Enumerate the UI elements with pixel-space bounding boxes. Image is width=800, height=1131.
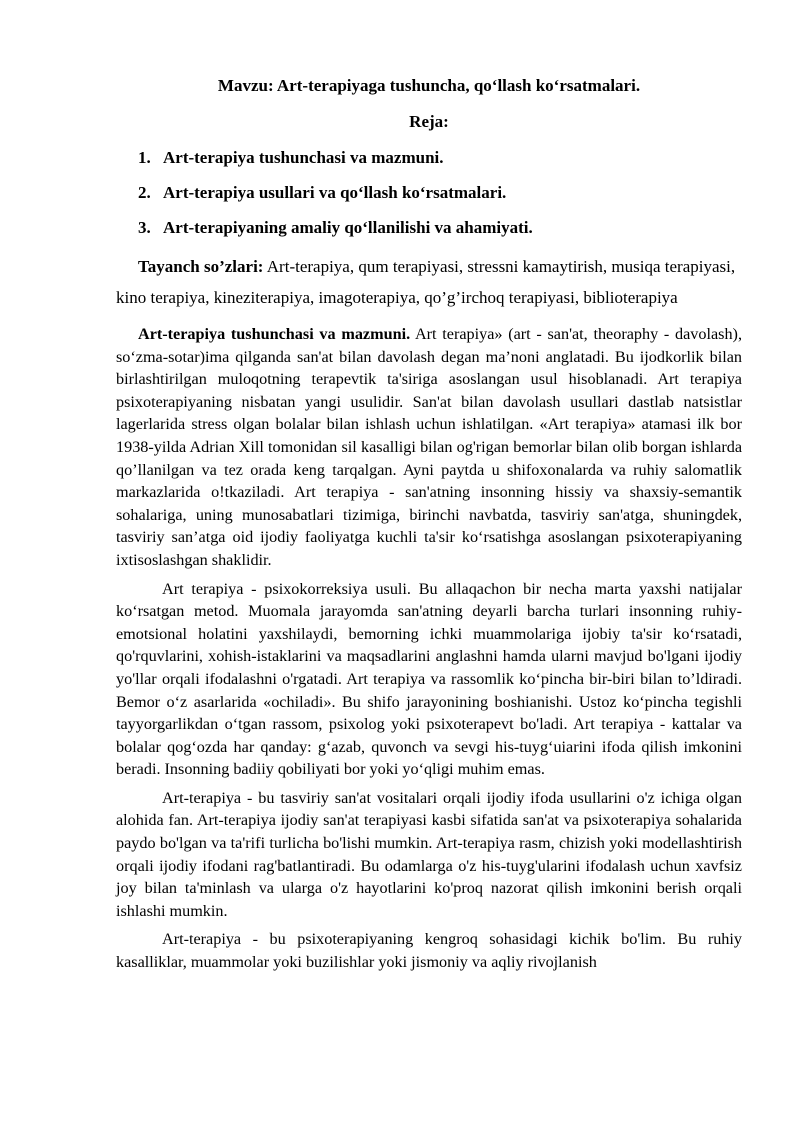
plan-item-number: 1. [138,148,151,167]
body-paragraph: Art terapiya - psixokorreksiya usuli. Bu allaqachon bir necha marta yaxshi natijalar ko‘rsatgan metod. Muomala jarayomda san'atning deyarli barcha turlari insonning ruhiy-emotsional holatini yaxshilaydi, bemorning ichki muammolariga ijobiy ta'sir ko‘rsatadi, qo'rquvlarini, xohish-istaklarini va maqsadlarini anglashni hamda ularni mavjud bo'lgani ijodiy yo'llar orqali ifodalashni o'rgatadi. Art terapiya va rassomlik ko‘pincha bir-biri bilan to’ldiradi. Bemor o‘z asarlarida «ochiladi». Bu shifo jarayonining boshianishi. Ustoz ko‘pincha tegishli tayyorgarlikdan o‘tgan rassom, psixolog yoki psixoterapevt bo'ladi. Art terapiya - kattalar va bolalar qog‘ozda har qanday: g‘azab, quvonch va sevgi his-tuyg‘uiarini ifoda qilish imkonini beradi. Insonning badiiy qobiliyati bor yoki yo‘qligi muhim emas. [116,579,742,779]
body-paragraph [116,323,742,572]
plan-item [116,181,742,205]
keywords-label: Tayanch so’zlari: [138,257,264,276]
plan-heading: Reja: [409,112,449,131]
plan-item-text: Art-terapiya tushunchasi va mazmuni. [163,148,444,167]
page-title: Mavzu: Art-terapiyaga tushuncha, qo‘llash ko‘rsatmalari. [217,76,641,95]
section-lead: Art-terapiya tushunchasi va mazmuni. [138,325,411,343]
plan-item-text: Art-terapiyaning amaliy qo‘llanilishi va ahamiyati. [163,218,533,237]
plan-item [116,216,742,240]
keywords-text: Art-terapiya, qum terapiyasi, stressni kamaytirish, musiqa terapiyasi, kino terapiya, kineziterapiya, imagoterapiya, qo’g’irchoq terapiyasi, biblioterapiya [116,257,736,307]
plan-item-text: Art-terapiya usullari va qo‘llash ko‘rsatmalari. [163,183,507,202]
body-paragraph: Art-terapiya - bu tasviriy san'at vositalari orqali ijodiy ifoda usullarini o'z ichiga olgan alohida fan. Art-terapiya ijodiy san'at terapiyasi kasbi sifatida san'at va psixoterapiya sohalarida paydo bo'lgan va ta'rifi turlicha bo'lishi mumkin. Art-terapiya rasm, chizish yoki modellashtirish orqali ijodiy ifodani rag'batlantiradi. Bu odamlarga o'z his-tuyg'ularini ifodalash uchun xavfsiz joy bilan ta'minlash va ularga o'z hayotlarini ko'proq nazorat qilish imkonini berish orqali ishlashi mumkin. [116,788,742,920]
plan-item-number: 3. [138,218,151,237]
body-paragraph: Art-terapiya - bu psixoterapiyaning kengroq sohasidagi kichik bo'lim. Bu ruhiy kasalliklar, muammolar yoki buzilishlar yoki jismoniy va aqliy rivojlanish [116,930,742,972]
keywords-paragraph [116,251,742,313]
paragraph-text: Art terapiya» (art - san'at, theoraphy - davolash), so‘zma-sotar)ima qilganda san'at bilan davolash degan ma’noni anglatadi. Bu ijodkorlik bilan birlashtirilgan muloqotning terapevtik ta'siriga asoslangan usul hisoblanadi. Art terapiya psixoterapiyaning nisbatan yangi usulidir. San'at bilan davolash usullari dastlab natsistlar lagerlarida stress olgan bolalar bilan ishlash uchun ishlatilgan. «Art terapiya» atamasi ilk bor 1938-yilda Adrian Xill tomonidan sil kasalligi bilan og'rigan bemorlar bilan olib borgan ishlarda qo’llanilgan va tez orada keng tarqalgan. Ayni paytda u shifoxonalarda va ruhiy salomatlik markazlarida o!tkaziladi. Art terapiya - san'atning insonning hissiy va shaxsiy-semantik sohalariga, uning munosabatlari tizimiga, birinchi navbatda, tasviriy san'atga, shuningdek, tasviriy san’atga oid ijodiy faoliyatga kuchli ta'sir ko‘rsatishga asoslangan psixoterapiyaning ixtisoslashgan shaklidir. [116,325,742,569]
plan-item [116,146,742,170]
plan-item-number: 2. [138,183,151,202]
plan-list [116,146,742,240]
